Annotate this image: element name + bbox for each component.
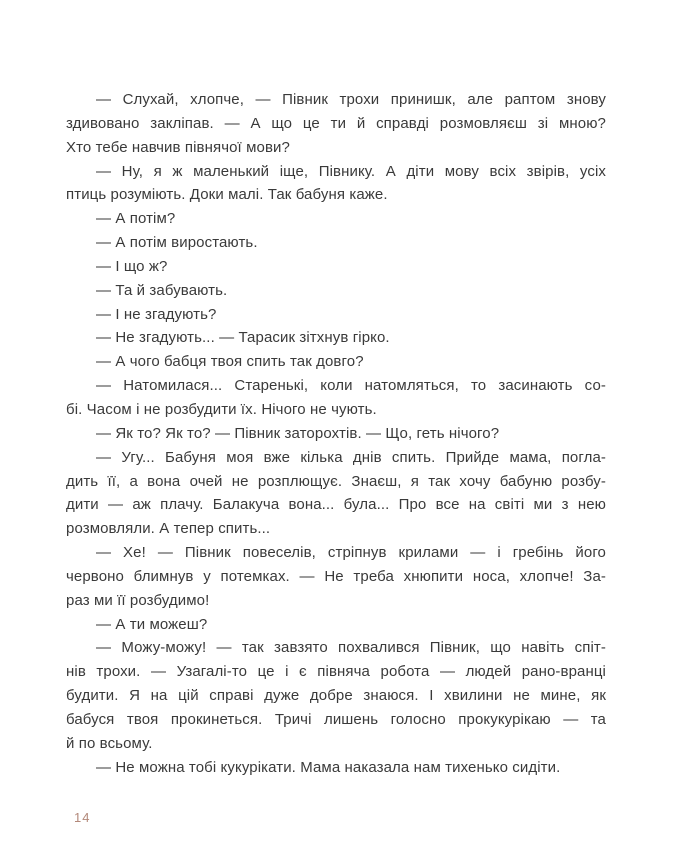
text-line: — Ну, я ж маленький іще, Півнику. А діти мову всіх звірів, усіх	[96, 162, 606, 180]
paragraph	[66, 541, 606, 613]
text-line: — Слухай, хлопче, — Півник трохи принишк, але раптом знову	[96, 91, 606, 108]
paragraph	[66, 207, 606, 231]
paragraph	[66, 255, 606, 279]
text-line: дити — аж плачу. Балакуча вона... була... Про все на світі ми з нею	[66, 496, 606, 514]
text-line: — Як то? Як то? — Півник заторохтів. — Що, геть нічого?	[96, 424, 500, 442]
paragraph	[66, 422, 606, 446]
text-line: раз ми її розбудимо!	[66, 591, 210, 609]
text-line: — І що ж?	[96, 257, 168, 275]
text-line: Хто тебе навчив півнячої мови?	[66, 138, 290, 156]
paragraph	[66, 636, 606, 755]
text-line: — А потім?	[96, 210, 176, 228]
paragraph	[66, 756, 606, 780]
text-line: — Можу-можу! — так завзято похвалився Півник, що навіть спіт-	[96, 639, 606, 657]
text-line: червоно блимнув у потемках. — Не треба хнюпити носа, хлопче! За-	[66, 567, 606, 585]
paragraph	[66, 279, 606, 303]
text-line: дить її, а вона очей не розплющує. Знаєш, я так хочу бабуню розбу-	[66, 472, 606, 490]
paragraph	[66, 326, 606, 350]
text-line: — Та й забувають.	[96, 281, 228, 299]
text-line: розмовляли. А тепер спить...	[66, 520, 271, 538]
paragraph	[66, 160, 606, 208]
text-line: й по всьому.	[66, 734, 153, 752]
text-line: — Хе! — Півник повеселів, стріпнув крилами — і гребінь його	[96, 544, 606, 562]
text-line: — Не можна тобі кукурікати. Мама наказала нам тихенько сидіти.	[96, 758, 561, 776]
paragraph	[66, 350, 606, 374]
text-line: — А ти можеш?	[96, 615, 208, 633]
paragraph	[66, 374, 606, 422]
page-number: 14	[74, 810, 91, 825]
text-line: — Угу... Бабуня моя вже кілька днів спить. Прийде мама, погла-	[96, 448, 606, 466]
text-line: бабуся твоя прокинеться. Тричі лишень голосно прокукурікаю — та	[66, 710, 606, 728]
paragraph	[66, 613, 606, 637]
paragraph	[66, 88, 606, 160]
text-line: бі. Часом і не розбудити їх. Нічого не чують.	[66, 400, 377, 418]
text-line: будити. Я на цій справі дуже добре знаюся. І хвилини не мине, як	[66, 687, 606, 705]
text-line: птиць розуміють. Доки малі. Так бабуня каже.	[66, 186, 388, 204]
text-line: — Не згадують... — Тарасик зітхнув гірко.	[96, 329, 390, 347]
text-line: здивовано закліпав. — А що це ти й справді розмовляєш зі мною?	[66, 114, 606, 132]
text-line: — А чого бабця твоя спить так довго?	[96, 353, 364, 371]
paragraph	[66, 446, 606, 541]
text-line: — Натомилася... Старенькі, коли натомляться, то засинають со-	[96, 377, 606, 395]
paragraph	[66, 231, 606, 255]
text-line: — І не згадують?	[96, 305, 217, 323]
text-line: нів трохи. — Узагалі-то це і є півняча робота — людей рано-вранці	[66, 663, 606, 681]
text-line: — А потім виростають.	[96, 234, 258, 252]
story-text	[66, 88, 606, 779]
paragraph	[66, 303, 606, 327]
